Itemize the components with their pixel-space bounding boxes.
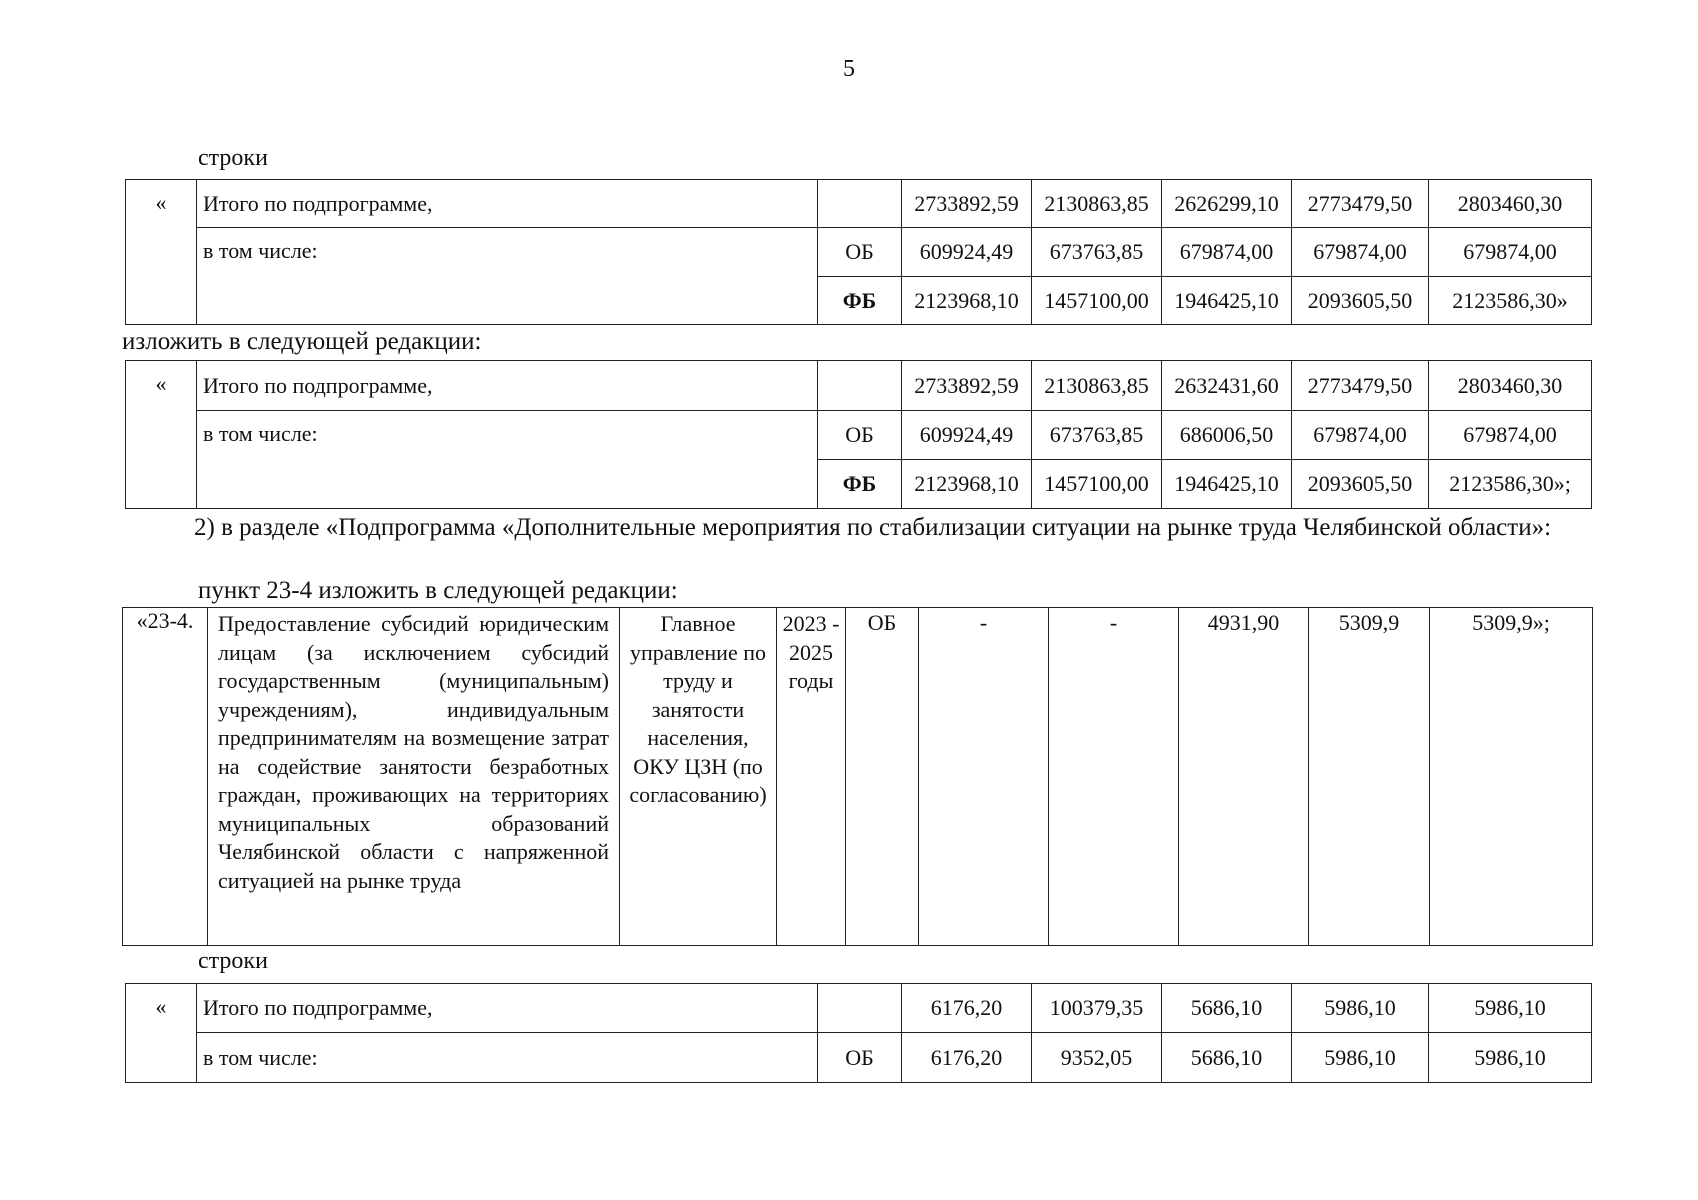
table-new-totals [125, 360, 1592, 509]
value-cell: 686006,50 [1162, 411, 1292, 460]
row-label: в том числе: [197, 411, 818, 509]
table-row [126, 1033, 1592, 1083]
table-row [126, 361, 1592, 411]
value-cell: 609924,49 [902, 411, 1032, 460]
value-cell: 2803460,30 [1429, 361, 1592, 411]
section-paragraph: 2) в разделе «Подпрограмма «Дополнительные мероприятия по стабилизации ситуации на рынке труда Челябинской области»: [194, 514, 1552, 541]
value-cell: 2773479,50 [1292, 361, 1429, 411]
value-cell: 673763,85 [1032, 228, 1162, 277]
budget-code [818, 984, 902, 1033]
value-cell: 2733892,59 [902, 361, 1032, 411]
budget-code: ФБ [818, 277, 902, 325]
value-cell: 2130863,85 [1032, 180, 1162, 228]
item-23-4-label: пункт 23-4 изложить в следующей редакции: [198, 577, 678, 604]
budget-code [818, 180, 902, 228]
table-row [126, 180, 1592, 228]
table-old-totals [125, 179, 1592, 325]
row-label: Итого по подпрограмме, [197, 984, 818, 1033]
value-cell: 2093605,50 [1292, 460, 1429, 509]
row-label: в том числе: [197, 1033, 818, 1083]
table-row [123, 608, 1593, 946]
value-cell: - [1049, 608, 1179, 946]
item-number: «23-4. [123, 608, 208, 946]
value-cell: 679874,00 [1429, 411, 1592, 460]
budget-code: ФБ [818, 460, 902, 509]
table-row [126, 228, 1592, 277]
new-edition-label: изложить в следующей редакции: [122, 328, 482, 355]
value-cell: - [919, 608, 1049, 946]
quote-mark: « [126, 361, 197, 509]
page-number: 5 [843, 56, 855, 82]
value-cell: 100379,35 [1032, 984, 1162, 1033]
rows-label-1: строки [198, 145, 268, 171]
quote-mark: « [126, 984, 197, 1083]
value-cell: 5686,10 [1162, 984, 1292, 1033]
value-cell: 6176,20 [902, 1033, 1032, 1083]
value-cell: 1946425,10 [1162, 460, 1292, 509]
value-cell: 679874,00 [1292, 228, 1429, 277]
item-years: 2023 - 2025 годы [777, 608, 846, 946]
value-cell: 1457100,00 [1032, 460, 1162, 509]
table-item-23-4 [122, 607, 1593, 946]
table-row [126, 411, 1592, 460]
value-cell: 5986,10 [1429, 1033, 1592, 1083]
value-cell: 9352,05 [1032, 1033, 1162, 1083]
value-cell: 2773479,50 [1292, 180, 1429, 228]
value-cell: 4931,90 [1179, 608, 1309, 946]
table-subprogram-2-totals [125, 983, 1592, 1083]
value-cell: 1946425,10 [1162, 277, 1292, 325]
value-cell: 5986,10 [1292, 1033, 1429, 1083]
value-cell: 2130863,85 [1032, 361, 1162, 411]
value-cell: 5986,10 [1292, 984, 1429, 1033]
value-cell: 673763,85 [1032, 411, 1162, 460]
budget-code: ОБ [818, 411, 902, 460]
value-cell: 2733892,59 [902, 180, 1032, 228]
value-cell: 2803460,30 [1429, 180, 1592, 228]
value-cell: 2626299,10 [1162, 180, 1292, 228]
value-cell: 2123968,10 [902, 460, 1032, 509]
value-cell: 2632431,60 [1162, 361, 1292, 411]
budget-code: ОБ [846, 608, 919, 946]
value-cell: 1457100,00 [1032, 277, 1162, 325]
item-description: Предоставление субсидий юридическим лицам (за исключением субсидий государственным (муниципальным) учреждениям), индивидуальным предпринимателям на возмещение затрат на содействие занятости безработных граждан, проживающих на территориях муниципальных образований Челябинской области с напряженной ситуацией на рынке труда [208, 608, 620, 946]
quote-mark: « [126, 180, 197, 325]
table-row [126, 984, 1592, 1033]
value-cell: 679874,00 [1292, 411, 1429, 460]
value-cell: 5686,10 [1162, 1033, 1292, 1083]
budget-code: ОБ [818, 1033, 902, 1083]
rows-label-2: строки [198, 948, 268, 974]
row-label: Итого по подпрограмме, [197, 180, 818, 228]
budget-code: ОБ [818, 228, 902, 277]
row-label: в том числе: [197, 228, 818, 325]
row-label: Итого по подпрограмме, [197, 361, 818, 411]
item-responsible: Главное управление по труду и занятости населения, ОКУ ЦЗН (по согласованию) [620, 608, 777, 946]
value-cell: 2123586,30» [1429, 277, 1592, 325]
budget-code [818, 361, 902, 411]
value-cell: 2093605,50 [1292, 277, 1429, 325]
value-cell: 2123968,10 [902, 277, 1032, 325]
value-cell: 5986,10 [1429, 984, 1592, 1033]
value-cell: 2123586,30»; [1429, 460, 1592, 509]
value-cell: 6176,20 [902, 984, 1032, 1033]
value-cell: 5309,9»; [1430, 608, 1593, 946]
value-cell: 609924,49 [902, 228, 1032, 277]
value-cell: 5309,9 [1309, 608, 1430, 946]
value-cell: 679874,00 [1429, 228, 1592, 277]
value-cell: 679874,00 [1162, 228, 1292, 277]
